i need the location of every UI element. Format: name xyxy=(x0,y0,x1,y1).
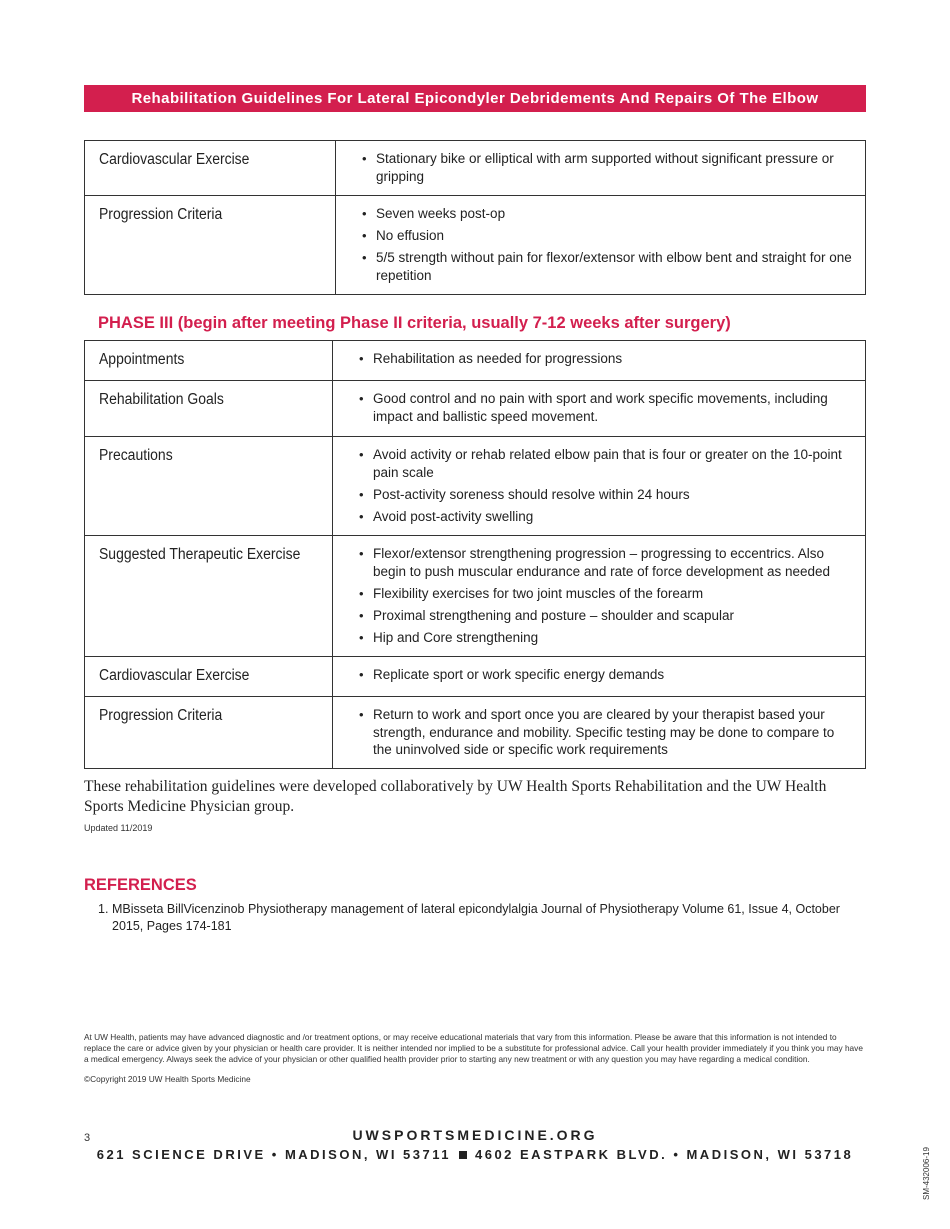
reference-item xyxy=(98,901,858,935)
updated-date: Updated 11/2019 xyxy=(84,823,153,833)
copyright: ©Copyright 2019 UW Health Sports Medicine xyxy=(84,1074,251,1084)
table-row xyxy=(85,657,866,697)
footer-website: UWSPORTSMEDICINE.ORG xyxy=(352,1127,598,1143)
reference-number: 1. xyxy=(98,902,109,916)
list-item: • 5/5 strength without pain for flexor/extensor with elbow bent and straight for one repetition xyxy=(362,249,855,284)
table-row xyxy=(85,141,866,196)
square-separator-icon xyxy=(459,1151,467,1159)
references-heading: REFERENCES xyxy=(84,876,197,894)
page-number: 3 xyxy=(84,1132,91,1144)
row-label: Progression Criteria xyxy=(85,196,336,295)
list-item: • Post-activity soreness should resolve within 24 hours xyxy=(359,486,855,504)
reference-text: MBisseta BillVicenzinob Physiotherapy management of lateral epicondylalgia Journal of Physiotherapy Volume 61, Issue 4, October 2015, Pages 174-181 xyxy=(112,902,840,933)
footer-addresses xyxy=(0,1147,950,1162)
row-content xyxy=(333,657,866,697)
address-eastpark-blvd: 4602 EASTPARK BLVD. • MADISON, WI 53718 xyxy=(474,1147,854,1162)
list-item: • Hip and Core strengthening xyxy=(359,629,855,647)
row-label: Suggested Therapeutic Exercise xyxy=(85,536,333,657)
row-label: Rehabilitation Goals xyxy=(85,381,333,437)
row-label: Cardiovascular Exercise xyxy=(85,141,336,196)
list-item: • Replicate sport or work specific energy demands xyxy=(359,666,855,684)
table-row xyxy=(85,341,866,381)
phase3-guidelines-table xyxy=(84,340,866,769)
row-content xyxy=(333,536,866,657)
table-row xyxy=(85,381,866,437)
address-science-drive: 621 SCIENCE DRIVE • MADISON, WI 53711 xyxy=(96,1147,451,1162)
row-label: Appointments xyxy=(85,341,333,381)
list-item: • Flexibility exercises for two joint muscles of the forearm xyxy=(359,585,855,603)
document-title-banner: Rehabilitation Guidelines For Lateral Epicondyler Debridements And Repairs Of The Elbow xyxy=(84,85,866,112)
row-content xyxy=(333,697,866,769)
guidelines-note: These rehabilitation guidelines were developed collaboratively by UW Health Sports Rehabilitation and the UW Health Sports Medicine Physician group. xyxy=(84,778,827,815)
list-item: • Avoid post-activity swelling xyxy=(359,508,855,526)
table-row xyxy=(85,196,866,295)
table-row xyxy=(85,437,866,536)
row-label: Cardiovascular Exercise xyxy=(85,657,333,697)
row-content xyxy=(333,381,866,437)
row-content xyxy=(333,437,866,536)
row-content xyxy=(336,196,866,295)
row-label: Precautions xyxy=(85,437,333,536)
disclaimer: At UW Health, patients may have advanced diagnostic and /or treatment options, or may receive educational materials that vary from this information. Please be aware that this information is not intended to replace the care or advice given by your physician or health care provider. It is neither intended nor implied to be a substitute for professional advice. Call your health provider immediately if you think you may have a medical emergency. Always seek the advice of your physician or other qualified health provider prior to starting any new treatment or with any question you may have regarding a medical condition. xyxy=(84,1032,863,1064)
list-item: • Good control and no pain with sport and work specific movements, including impact and ballistic speed movement. xyxy=(359,390,855,425)
table-row xyxy=(85,697,866,769)
list-item: • Proximal strengthening and posture – shoulder and scapular xyxy=(359,607,855,625)
table-row xyxy=(85,536,866,657)
list-item: • No effusion xyxy=(362,227,855,245)
phase2-guidelines-table xyxy=(84,140,866,295)
row-label: Progression Criteria xyxy=(85,697,333,769)
phase3-heading: PHASE III (begin after meeting Phase II criteria, usually 7-12 weeks after surgery) xyxy=(98,314,731,332)
row-content xyxy=(333,341,866,381)
list-item: • Rehabilitation as needed for progressions xyxy=(359,350,855,368)
list-item: • Seven weeks post-op xyxy=(362,205,855,223)
list-item: • Return to work and sport once you are cleared by your therapist based your strength, endurance and mobility. Specific testing may be done to compare to the uninvolved side or specific work requirements xyxy=(359,706,855,759)
row-content xyxy=(336,141,866,196)
list-item: • Avoid activity or rehab related elbow pain that is four or greater on the 10-point pain scale xyxy=(359,446,855,481)
document-code: SM-432006-19 xyxy=(922,1147,931,1200)
list-item: • Stationary bike or elliptical with arm supported without significant pressure or gripping xyxy=(362,150,855,185)
list-item: • Flexor/extensor strengthening progression – progressing to eccentrics. Also begin to push muscular endurance and rate of force development as needed xyxy=(359,545,855,580)
